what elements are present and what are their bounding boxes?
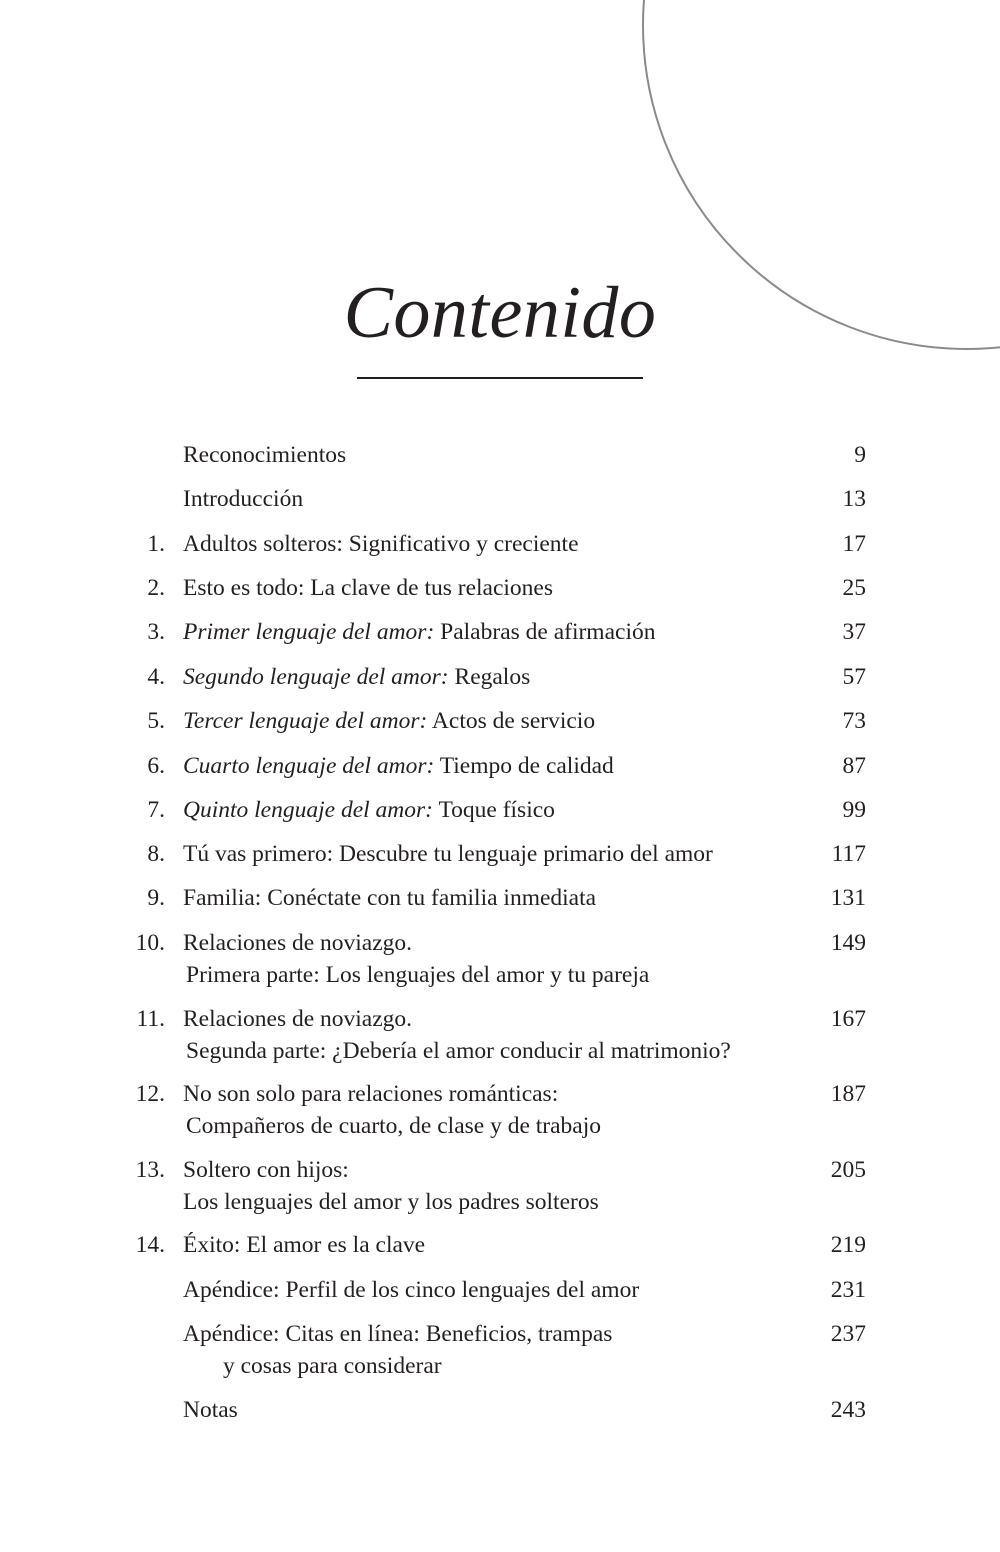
toc-entry-number: 9.	[147, 885, 165, 911]
toc-entry-page: 243	[830, 1397, 866, 1423]
toc-entry-number: 12.	[135, 1081, 165, 1107]
toc-entry-title: Apéndice: Perfil de los cinco lenguajes del amor	[183, 1277, 640, 1303]
toc-entry-title: Soltero con hijos:	[183, 1157, 349, 1183]
toc-entry-number: 6.	[147, 753, 165, 779]
toc-entry-page: 117	[831, 841, 866, 867]
toc-entry-title: Adultos solteros: Significativo y creciente	[183, 531, 579, 557]
toc-entry-page: 205	[830, 1157, 866, 1183]
toc-entry-prefix: Cuarto lenguaje del amor:	[183, 753, 435, 779]
toc-entry-title: Relaciones de noviazgo.	[183, 1006, 413, 1032]
toc-entry-title: Regalos	[454, 664, 531, 690]
toc-entry-subtitle: Primera parte: Los lenguajes del amor y tu pareja	[186, 962, 650, 988]
toc-entry-number: 10.	[135, 930, 165, 956]
toc-entry-title: Familia: Conéctate con tu familia inmediata	[183, 885, 597, 911]
toc-entry-page: 131	[830, 885, 866, 911]
toc-entry-title: Apéndice: Citas en línea: Beneficios, trampas	[183, 1321, 613, 1347]
toc-entry-page: 237	[830, 1321, 866, 1347]
toc-entry-subtitle: y cosas para considerar	[223, 1353, 442, 1379]
toc-entry-number: 8.	[147, 841, 165, 867]
toc-entry-title: Tú vas primero: Descubre tu lenguaje primario del amor	[183, 841, 713, 867]
toc-entry-title: Reconocimientos	[183, 442, 347, 468]
toc-entry-prefix: Segundo lenguaje del amor:	[183, 664, 449, 690]
toc-entry-number: 2.	[147, 575, 165, 601]
toc-entry-title: Notas	[183, 1397, 238, 1423]
toc-entry-number: 11.	[136, 1006, 165, 1032]
toc-entry-page: 25	[842, 575, 866, 601]
toc-entry-prefix: Tercer lenguaje del amor:	[183, 708, 428, 734]
toc-entry-page: 73	[842, 708, 866, 734]
toc-entry-title: Actos de servicio	[431, 708, 596, 734]
toc-entry-title: Éxito: El amor es la clave	[183, 1232, 426, 1258]
toc-entry-number: 1.	[147, 531, 165, 557]
toc-entry-page: 17	[842, 531, 866, 557]
toc-entry-number: 7.	[147, 797, 165, 823]
toc-entry-title: Esto es todo: La clave de tus relaciones	[183, 575, 553, 601]
toc-entry-title: Toque físico	[438, 797, 555, 823]
toc-entry-page: 9	[854, 442, 866, 468]
toc-entry-prefix: Quinto lenguaje del amor:	[183, 797, 433, 823]
toc-entry-page: 231	[830, 1277, 866, 1303]
toc-entry-page: 219	[830, 1232, 866, 1258]
toc-entry-page: 149	[830, 930, 866, 956]
toc-entry-subtitle: Los lenguajes del amor y los padres solteros	[183, 1189, 599, 1215]
toc-entry-page: 99	[842, 797, 866, 823]
toc-entry-page: 167	[830, 1006, 866, 1032]
toc-entry-page: 13	[842, 486, 866, 512]
toc-entry-title: Introducción	[183, 486, 304, 512]
toc-entry-page: 57	[842, 664, 866, 690]
toc-entry-number: 14.	[135, 1232, 165, 1258]
toc-entry-subtitle: Compañeros de cuarto, de clase y de trabajo	[186, 1113, 602, 1139]
page-title: Contenido	[343, 272, 657, 354]
toc-entry-title: Tiempo de calidad	[439, 753, 614, 779]
toc-entry-number: 5.	[147, 708, 165, 734]
toc-entry-number: 13.	[135, 1157, 165, 1183]
toc-entry-number: 3.	[147, 619, 165, 645]
toc-entry-page: 187	[830, 1081, 866, 1107]
toc-entry-number: 4.	[147, 664, 165, 690]
toc-entry-title: Palabras de afirmación	[440, 619, 656, 645]
toc-entry-title: No son solo para relaciones románticas:	[183, 1081, 559, 1107]
toc-entry-prefix: Primer lenguaje del amor:	[183, 619, 435, 645]
toc-entry-page: 37	[842, 619, 866, 645]
toc-entry-page: 87	[842, 753, 866, 779]
toc-entry-subtitle: Segunda parte: ¿Debería el amor conducir al matrimonio?	[186, 1038, 731, 1064]
toc-entry-title: Relaciones de noviazgo.	[183, 930, 413, 956]
